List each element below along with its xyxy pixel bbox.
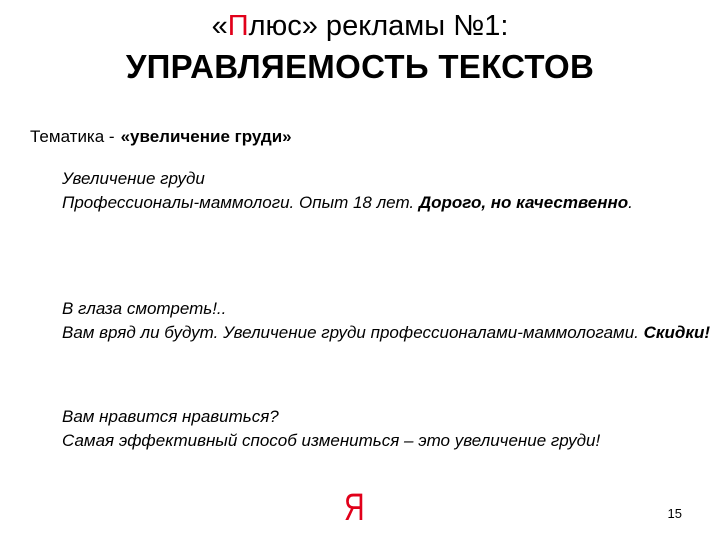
ad-title: Увеличение груди [62, 169, 205, 188]
ad-body-text: Самая эффективный способ измениться – это увеличение груди! [62, 431, 601, 450]
yandex-logo-icon: Я [344, 487, 365, 529]
slide-title-line2: УПРАВЛЯЕМОСТЬ ТЕКСТОВ [125, 48, 595, 85]
topic-value: «увеличение груди» [120, 127, 292, 146]
ad-title: В глаза смотреть!.. [62, 299, 227, 318]
title-quote-open: « [211, 10, 228, 42]
ad-title: Вам нравится нравиться? [62, 407, 279, 426]
ad-example-3 [62, 405, 712, 453]
title-accent-letter: П [227, 10, 249, 42]
ad-body-end: . [628, 193, 633, 212]
ad-body-emphasis: Скидки! [643, 323, 711, 342]
topic-line [30, 126, 292, 148]
ad-body [62, 191, 712, 215]
slide-title-line1 [0, 8, 720, 44]
ad-body [62, 321, 712, 345]
ad-example-1 [62, 167, 712, 215]
ad-body-emphasis: Дорого, но качественно [418, 193, 629, 212]
ad-example-2 [62, 297, 712, 345]
topic-label: Тематика - [30, 127, 115, 146]
page-number: 15 [667, 506, 682, 521]
title-line1-rest: люс» рекламы №1: [248, 10, 509, 42]
ad-body-text: Профессионалы-маммологи. Опыт 18 лет. [62, 193, 419, 212]
ad-body-text: Вам вряд ли будут. Увеличение груди профессионалами-маммологами. [62, 323, 644, 342]
ad-body [62, 429, 712, 453]
